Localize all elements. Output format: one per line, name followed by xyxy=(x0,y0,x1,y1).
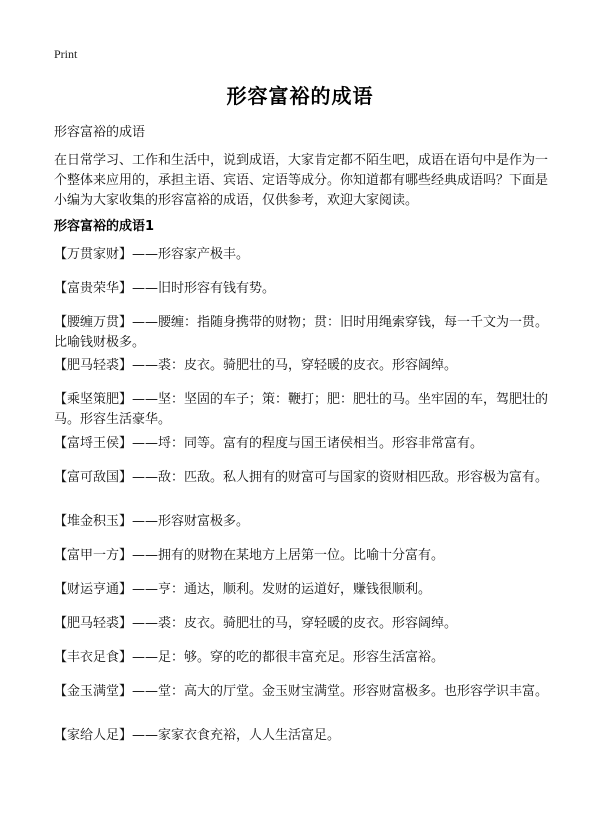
print-label: Print xyxy=(54,47,78,61)
idiom-entry: 【金玉满堂】——堂：高大的厅堂。金玉财宝满堂。形容财富极多。也形容学识丰富。 xyxy=(54,684,549,699)
subtitle: 形容富裕的成语 xyxy=(54,125,146,140)
idiom-entry: 【乘坚策肥】——坚：坚固的车子；策：鞭打；肥：肥壮的马。坐牢固的车，驾肥壮的马。形容生活豪华。 xyxy=(54,392,549,427)
page-title: 形容富裕的成语 xyxy=(226,84,374,108)
idiom-entry: 【丰衣足食】——足：够。穿的吃的都很丰富充足。形容生活富裕。 xyxy=(54,650,445,665)
idiom-entry: 【富可敌国】——敌：匹敌。私人拥有的财富可与国家的资财相匹敌。形容极为富有。 xyxy=(54,470,549,485)
idiom-entry: 【富甲一方】——拥有的财物在某地方上居第一位。比喻十分富有。 xyxy=(54,548,445,563)
intro-paragraph: 在日常学习、工作和生活中，说到成语，大家肯定都不陌生吧，成语在语句中是作为一个整体来应用的，承担主语、宾语、定语等成分。你知道都有哪些经典成语吗？下面是小编为大家收集的形容富裕的成语，仅供参考，欢迎大家阅读。 xyxy=(54,153,549,208)
idiom-entry: 【家给人足】——家家衣食充裕，人人生活富足。 xyxy=(54,728,341,743)
section-heading: 形容富裕的成语1 xyxy=(54,219,155,234)
idiom-entry: 【堆金积玉】——形容财富极多。 xyxy=(54,514,250,529)
idiom-entry: 【富埒王侯】——埒：同等。富有的程度与国王诸侯相当。形容非常富有。 xyxy=(54,436,484,451)
idiom-entry: 【腰缠万贯】——腰缠：指随身携带的财物；贯：旧时用绳索穿钱，每一千文为一贯。比喻钱财极多。 xyxy=(54,315,549,350)
idiom-entry: 【富贵荣华】——旧时形容有钱有势。 xyxy=(54,281,276,296)
idiom-entry: 【财运亨通】——亨：通达，顺利。发财的运道好，赚钱很顺利。 xyxy=(54,582,432,597)
idiom-entry: 【万贯家财】——形容家产极丰。 xyxy=(54,247,250,262)
idiom-entry: 【肥马轻裘】——裘：皮衣。骑肥壮的马，穿轻暖的皮衣。形容阔绰。 xyxy=(54,358,458,373)
idiom-entry: 【肥马轻裘】——裘：皮衣。骑肥壮的马，穿轻暖的皮衣。形容阔绰。 xyxy=(54,616,458,631)
